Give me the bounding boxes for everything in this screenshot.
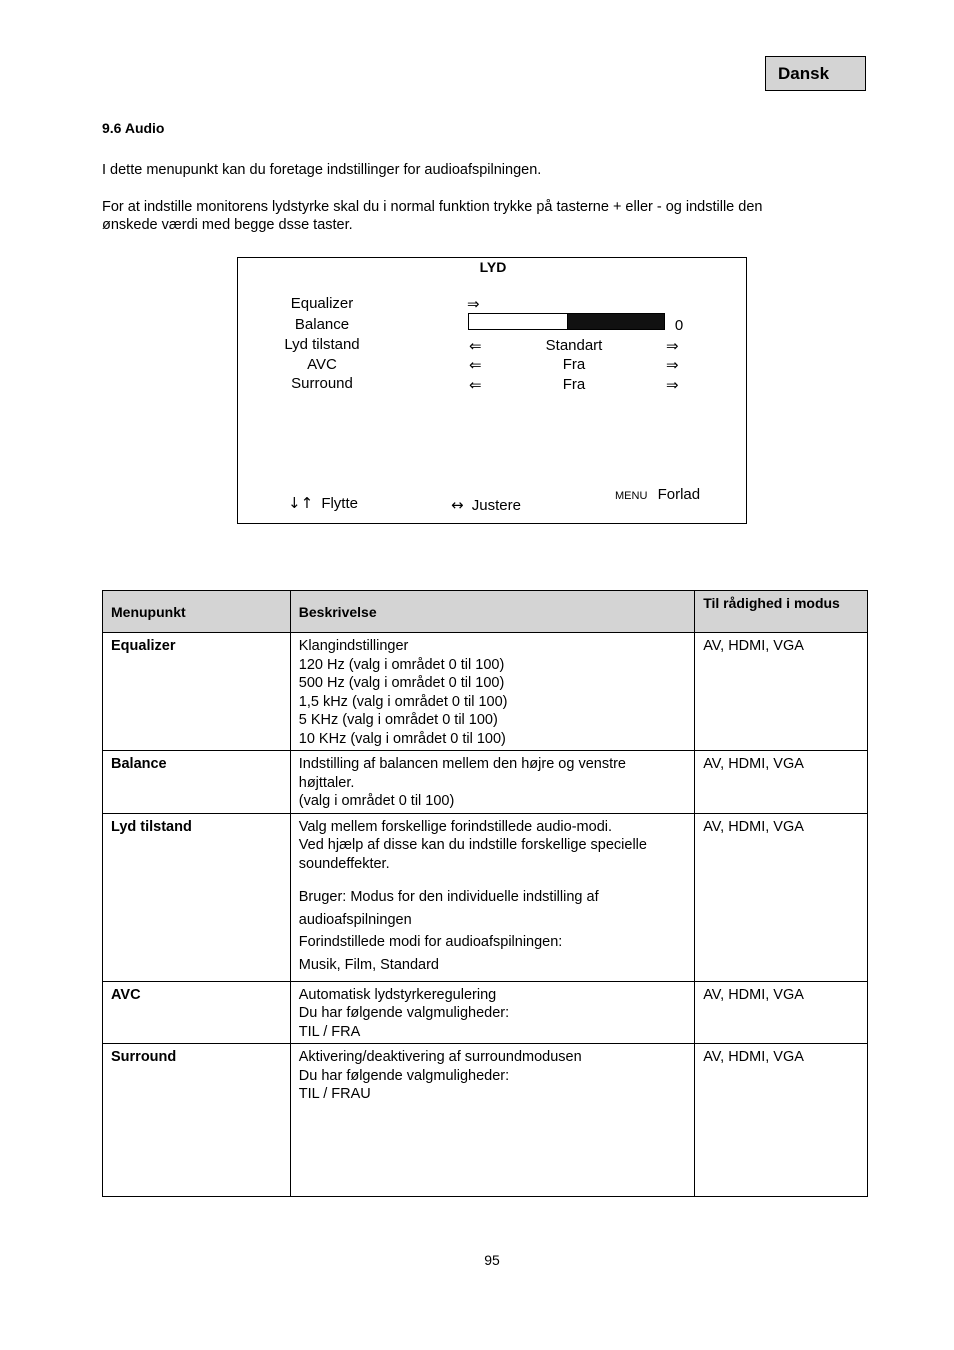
table-row — [103, 751, 868, 814]
osd-item-equalizer: Equalizer — [290, 295, 354, 312]
move-label: Flytte — [321, 495, 358, 512]
language-tab: Dansk — [765, 56, 866, 91]
description-line: Du har følgende valgmuligheder: — [298, 1005, 510, 1021]
description-line: Valg mellem forskellige forindstillede audio-modi. — [298, 818, 613, 835]
section-title: 9.6 Audio — [102, 120, 165, 136]
description-line: 1,5 kHz (valg i området 0 til 100) — [298, 693, 508, 710]
row-name: Balance — [103, 751, 291, 814]
description-line: TIL / FRA — [298, 1023, 361, 1040]
up-down-arrow-icon: ↓↑ — [288, 494, 314, 512]
table-row — [103, 633, 868, 751]
osd-footer-adjust — [451, 496, 521, 514]
volume-paragraph-line: For at indstille monitorens lydstyrke skal du i normal funktion trykke på tasterne + eller - og indstille den — [102, 199, 763, 215]
left-right-arrow-icon: ↔ — [451, 496, 464, 514]
balance-slider-fill — [469, 314, 568, 329]
row-description — [290, 1044, 694, 1197]
osd-footer-move — [288, 494, 358, 512]
description-line: 500 Hz (valg i området 0 til 100) — [298, 675, 505, 691]
row-description — [290, 981, 694, 1044]
right-arrow-icon: ⇒ — [666, 356, 679, 374]
balance-slider — [468, 313, 665, 330]
description-line: soundeffekter. — [298, 855, 390, 872]
description-line: 120 Hz (valg i området 0 til 100) — [298, 656, 505, 673]
right-arrow-icon: ⇒ — [666, 376, 679, 394]
row-modes: AV, HDMI, VGA — [695, 1044, 868, 1197]
osd-item-lyd-tilstand: Lyd tilstand — [284, 336, 360, 353]
description-line: TIL / FRAU — [298, 1086, 371, 1102]
row-modes: AV, HDMI, VGA — [695, 813, 868, 981]
row-name: Lyd tilstand — [103, 813, 291, 981]
exit-label: Forlad — [657, 486, 701, 503]
description-line: Aktivering/deaktivering af surroundmodusen — [298, 1049, 582, 1065]
row-modes: AV, HDMI, VGA — [695, 751, 868, 814]
osd-item-avc: AVC — [307, 356, 337, 373]
adjust-label: Justere — [471, 497, 521, 514]
balance-value: 0 — [674, 317, 684, 334]
description-line: Musik, Film, Standard — [298, 956, 439, 973]
row-name: AVC — [103, 981, 291, 1044]
osd-value-avc: Fra — [562, 356, 586, 373]
page-number: 95 — [484, 1252, 500, 1268]
row-name: Equalizer — [103, 633, 291, 751]
description-line: 5 KHz (valg i området 0 til 100) — [298, 712, 498, 728]
header-modus: Til rådighed i modus — [695, 591, 868, 633]
description-line: Ved hjælp af disse kan du indstille forskellige specielle — [298, 837, 647, 853]
osd-menu-illustration — [237, 257, 747, 524]
table-row — [103, 981, 868, 1044]
row-modes: AV, HDMI, VGA — [695, 633, 868, 751]
table-header-row — [103, 591, 868, 633]
description-line: Klangindstillinger — [298, 638, 409, 654]
description-line: Bruger: Modus for den individuelle indstilling af — [298, 889, 599, 905]
header-menupunkt: Menupunkt — [103, 591, 291, 633]
description-line: Forindstillede modi for audioafspilningen: — [298, 934, 563, 950]
row-description — [290, 813, 694, 981]
volume-paragraph — [102, 198, 862, 234]
table-row — [103, 1044, 868, 1197]
menu-description-table — [102, 590, 868, 1197]
row-modes: AV, HDMI, VGA — [695, 981, 868, 1044]
right-arrow-icon: ⇒ — [666, 337, 679, 355]
volume-paragraph-line: ønskede værdi med begge dsse taster. — [102, 217, 353, 233]
osd-item-surround: Surround — [291, 375, 353, 392]
osd-title: LYD — [479, 259, 507, 275]
left-arrow-icon: ⇐ — [469, 356, 482, 374]
osd-value-surround: Fra — [562, 376, 586, 393]
menu-key: MENU — [615, 490, 648, 502]
left-arrow-icon: ⇐ — [469, 376, 482, 394]
intro-paragraph: I dette menupunkt kan du foretage indstillinger for audioafspilningen. — [102, 162, 542, 178]
description-line: Indstilling af balancen mellem den højre og venstre — [298, 756, 626, 772]
left-arrow-icon: ⇐ — [469, 337, 482, 355]
header-beskrivelse: Beskrivelse — [290, 591, 694, 633]
description-block — [299, 886, 686, 976]
description-line: (valg i området 0 til 100) — [298, 793, 455, 809]
row-description — [290, 751, 694, 814]
row-name: Surround — [103, 1044, 291, 1197]
description-line: Automatisk lydstyrkeregulering — [298, 986, 497, 1003]
description-line: 10 KHz (valg i området 0 til 100) — [298, 730, 506, 747]
table-row — [103, 813, 868, 981]
description-line: Du har følgende valgmuligheder: — [298, 1067, 510, 1084]
osd-footer-exit — [615, 486, 700, 503]
right-arrow-icon: ⇒ — [467, 295, 480, 313]
description-line: audioafspilningen — [298, 911, 412, 928]
osd-value-lyd-tilstand: Standart — [545, 337, 603, 354]
osd-item-balance: Balance — [294, 316, 350, 333]
description-line: højttaler. — [298, 774, 355, 791]
row-description — [290, 633, 694, 751]
